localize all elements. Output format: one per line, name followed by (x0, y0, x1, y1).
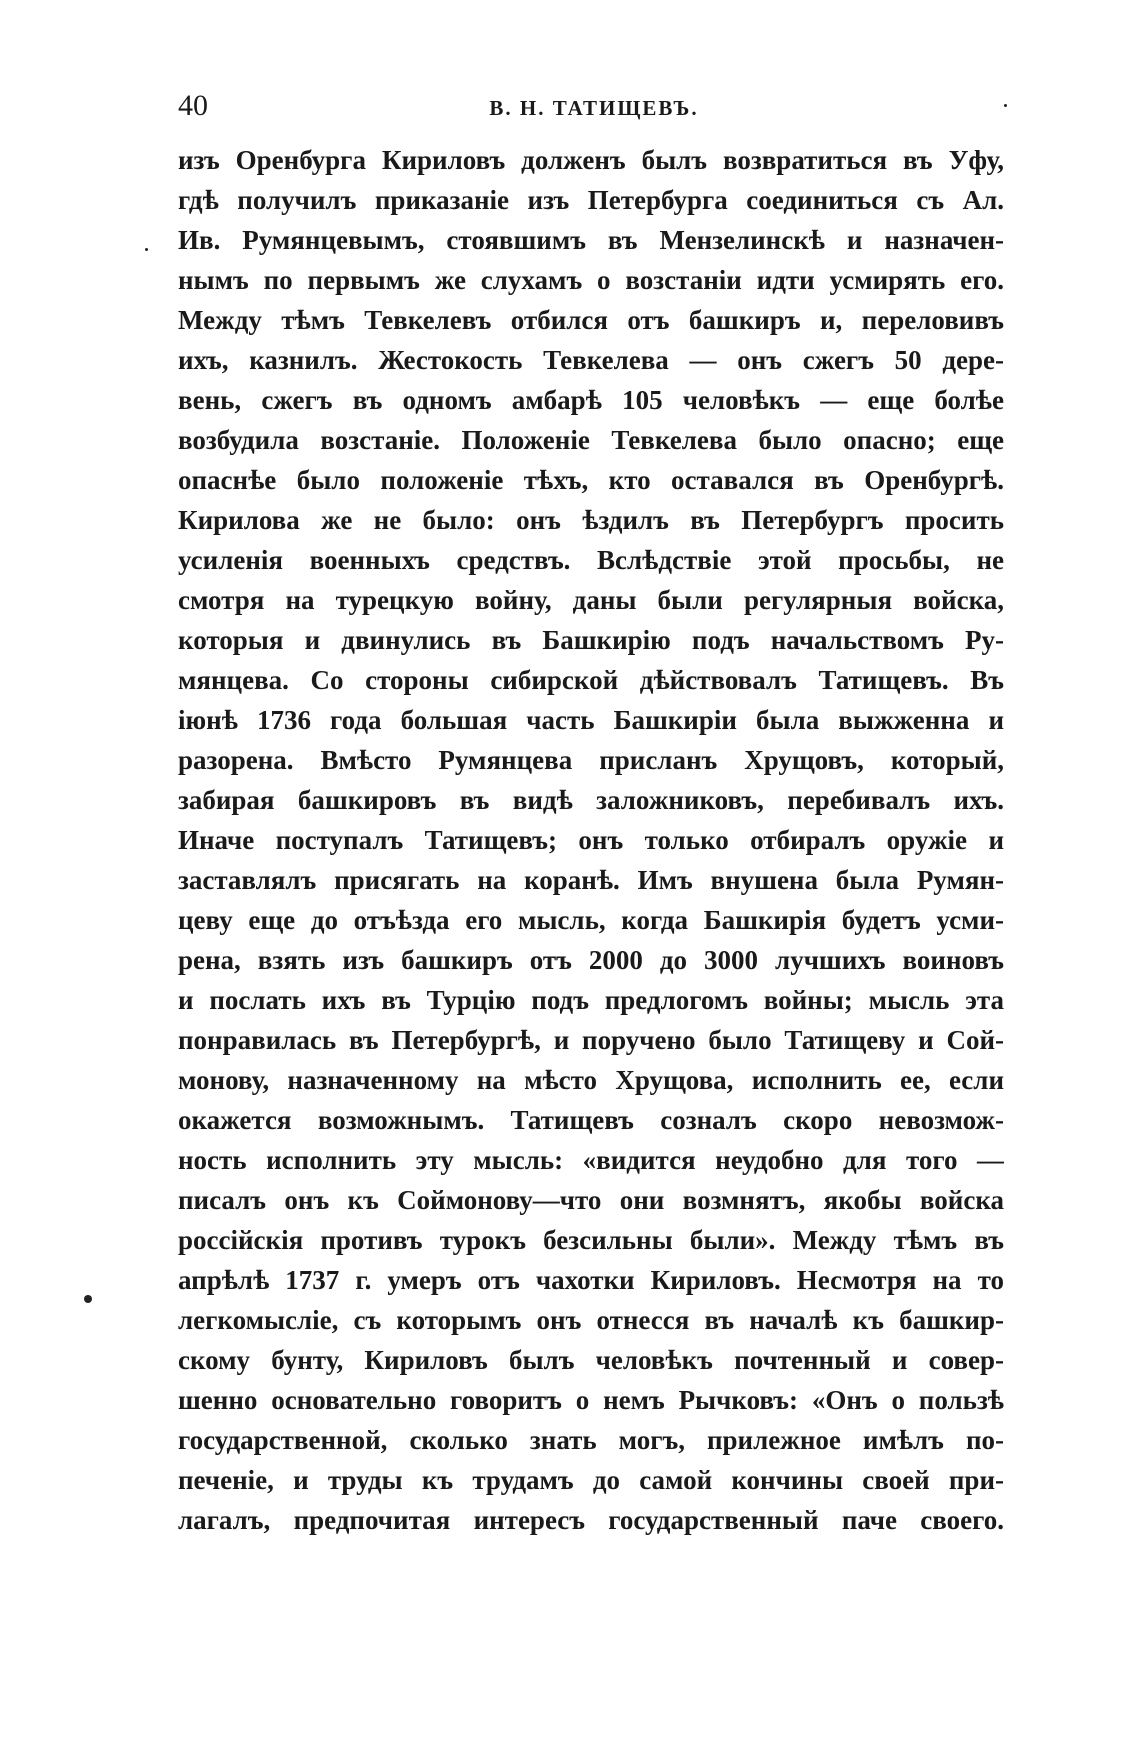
body-text (178, 140, 1004, 1540)
text-line: Иначе поступалъ Татищевъ; онъ только отбиралъ оружіе и (178, 825, 1004, 855)
text-line: лагалъ, предпочитая интересъ государственный паче своего. (178, 1505, 1004, 1535)
page-header (178, 86, 1010, 126)
text-line: смотря на турецкую войну, даны были регулярныя войска, (178, 585, 1004, 615)
text-line: мянцева. Со стороны сибирской дѣйствовалъ Татищевъ. Въ (178, 665, 1004, 695)
text-line: россійскія противъ турокъ безсильны были». Между тѣмъ въ (178, 1225, 1004, 1255)
text-line: вень, сжегъ въ одномъ амбарѣ 105 человѣкъ — еще болѣе (178, 385, 1004, 415)
text-line: ихъ, казнилъ. Жестокость Тевкелева — онъ сжегъ 50 дере- (178, 345, 1004, 375)
text-line: апрѣлѣ 1737 г. умеръ отъ чахотки Кириловъ. Несмотря на то (178, 1265, 1004, 1295)
text-line: гдѣ получилъ приказаніе изъ Петербурга соединиться съ Ал. (178, 185, 1004, 215)
text-line: іюнѣ 1736 года большая часть Башкиріи была выжженна и (178, 705, 1004, 735)
text-line: понравилась въ Петербургѣ, и поручено было Татищеву и Сой- (178, 1025, 1004, 1055)
text-line: возбудила возстаніе. Положеніе Тевкелева было опасно; еще (178, 425, 1004, 455)
text-line: печеніе, и труды къ трудамъ до самой кончины своей при- (178, 1465, 1004, 1495)
text-line: рена, взять изъ башкиръ отъ 2000 до 3000 лучшихъ воиновъ (178, 945, 1004, 975)
text-line: окажется возможнымъ. Татищевъ созналъ скоро невозмож- (178, 1105, 1004, 1135)
text-line: разорена. Вмѣсто Румянцева присланъ Хрущовъ, который, (178, 745, 1004, 775)
text-line: Кирилова же не было: онъ ѣздилъ въ Петербургъ просить (178, 505, 1004, 535)
text-line: монову, назначенному на мѣсто Хрущова, исполнить ее, если (178, 1065, 1004, 1095)
text-line: опаснѣе было положеніе тѣхъ, кто оставался въ Оренбургѣ. (178, 465, 1004, 495)
text-line: государственной, сколько знать могъ, прилежное имѣлъ по- (178, 1425, 1004, 1455)
text-line: Ив. Румянцевымъ, стоявшимъ въ Мензелинскѣ и назначен- (178, 225, 1004, 255)
text-line: легкомысліе, съ которымъ онъ отнесся въ началѣ къ башкир- (178, 1305, 1004, 1335)
text-line: забирая башкировъ въ видѣ заложниковъ, перебивалъ ихъ. (178, 785, 1004, 815)
margin-speck (145, 248, 148, 251)
text-line: усиленія военныхъ средствъ. Вслѣдствіе этой просьбы, не (178, 545, 1004, 575)
text-line: Между тѣмъ Тевкелевъ отбился отъ башкиръ и, переловивъ (178, 305, 1004, 335)
text-line: скому бунту, Кириловъ былъ человѣкъ почтенный и совер- (178, 1345, 1004, 1375)
text-line: которыя и двинулись въ Башкирію подъ начальствомъ Ру- (178, 625, 1004, 655)
text-line: изъ Оренбурга Кириловъ долженъ былъ возвратиться въ Уфу, (178, 145, 1004, 175)
margin-speck (1004, 104, 1007, 107)
running-title: В. Н. ТАТИЩЕВЪ. (489, 96, 699, 120)
text-line: цеву еще до отъѣзда его мысль, когда Башкирія будетъ усми- (178, 905, 1004, 935)
text-line: шенно основательно говоритъ о немъ Рычковъ: «Онъ о пользѣ (178, 1385, 1004, 1415)
text-line: нымъ по первымъ же слухамъ о возстаніи идти усмирять его. (178, 265, 1004, 295)
text-line: ность исполнить эту мысль: «видится неудобно для того — (178, 1145, 1004, 1175)
margin-speck (84, 1295, 92, 1303)
text-line: и послать ихъ въ Турцію подъ предлогомъ войны; мысль эта (178, 985, 1004, 1015)
text-line: заставлялъ присягать на коранѣ. Имъ внушена была Румян- (178, 865, 1004, 895)
page-number: 40 (178, 89, 208, 122)
text-line: писалъ онъ къ Соймонову—что они возмнятъ, якобы войска (178, 1185, 1004, 1215)
